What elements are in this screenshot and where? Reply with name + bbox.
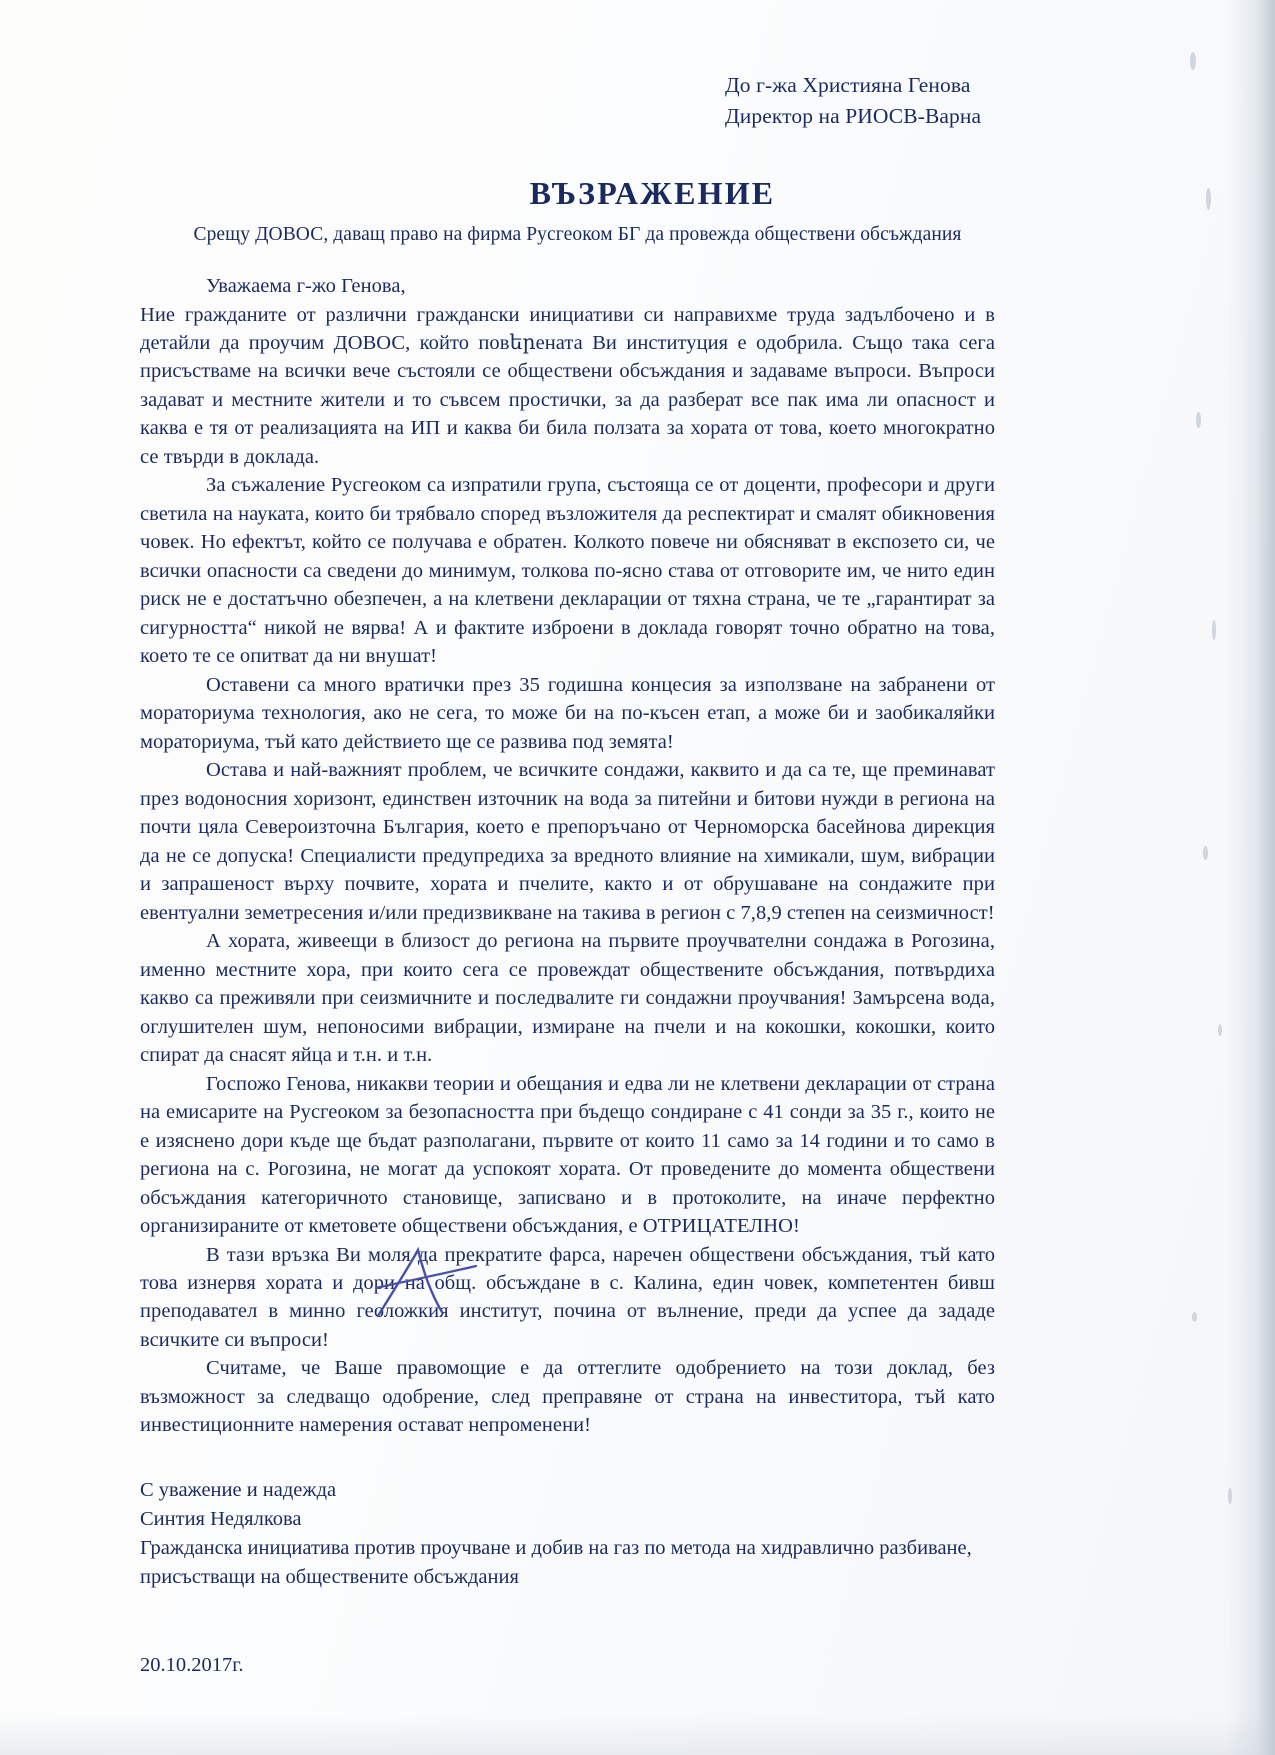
document-date: 20.10.2017г. — [140, 1654, 244, 1677]
paragraph-5: А хората, живеещи в близост до региона на първите проучвателни сондажа в Рогозина, именно местните хора, при които сега се провеждат обществените обсъждания, потвърдиха какво са преживяли при сеизмичните и последвалите ги сондажни проучвания! Замърсена вода, оглушителен шум, непоносими вибрации, измиране на пчели и на кокошки, кокошки, които спират да снасят яйца и т.н. и т.н. — [140, 930, 995, 1067]
addressee-block — [725, 70, 995, 131]
signer-name: Синтия Недялкова — [140, 1508, 302, 1530]
paragraph-6: Госпожо Генова, никакви теории и обещания и едва ли не клетвени декларации от страна на емисарите на Русгеоком за безопасността при бъдещо сондиране с 41 сонди за 35 г., които не е изяснено дори къде ще бъдат разполагани, първите от които 11 само за 14 години и то само в региона на с. Рогозина, не могат да успокоят хората. От проведените до момента обществени обсъждания категоричното становище, записвано и в протоколите, на иначе перфектно организираните от кметовете обществени обсъждания, е ОТРИЦАТЕЛНО! — [140, 1072, 995, 1238]
scan-speck — [1212, 620, 1216, 640]
scan-speck — [1190, 52, 1196, 70]
paragraph-1: Ние гражданите от различни граждански инициативи си направихме труда задълбочено и в детайли да проучим ДОВОС, който повերената Ви институция е одобрила. Също така сега присъстваме на всички вече състояли се обществени обсъждания и задаваме въпроси. Въпроси задават и местните жители и то съвсем простички, за да разберат все пак има ли опасност и каква е тя от реализацията на ИП и каква би била ползата за хората от това, което многократно се твърди в доклада. — [140, 303, 995, 468]
scan-speck — [1206, 188, 1211, 210]
scan-speck — [1218, 1024, 1222, 1036]
paragraph-4: Остава и най-важният проблем, че всичките сондажи, каквито и да са те, ще преминават през водоносния хоризонт, единствен източник на вода за питейни и битови нужди в региона на почти цяла Североизточна България, което е препоръчано от Черноморска басейнова дирекция да не се допуска! Специалисти предупредиха за вредното влияние на химикали, шум, вибрации и запрашеност върху почвите, хората и пчелите, както и от обрушаване на сондажите при евентуални земетресения и/или предизвикване на такива в регион с 7,8,9 степен на сеизмичност! — [140, 759, 995, 924]
paragraph-8: Считаме, че Ваше правомощие е да оттеглите одобрението на този доклад, без възможност за следващо одобрение, след преправяне от страна на инвеститора, тъй като инвестиционните намерения остават непроменени! — [140, 1357, 995, 1437]
document-body — [140, 272, 995, 1440]
paragraph-7: В тази връзка Ви моля да прекратите фарса, наречен обществени обсъждания, тъй като това изнервя хората и дори на общ. обсъждане в с. Калина, един човек, компетентен бивш преподавател в минно геоложкия институт, почина от вълнение, преди да успее да зададе всичките си въпроси! — [140, 1243, 995, 1351]
closing-block — [140, 1476, 995, 1592]
salutation: Уважаема г-жо Генова, — [206, 275, 406, 298]
paragraph-3: Оставени са много вратички през 35 годишна концесия за използване на забранени от мораториума технология, ако не сега, то може би на по-късен етап, а може би и заобикаляйки мораториума, тъй като действието ще се развива под земята! — [140, 673, 995, 753]
scan-speck — [1228, 1488, 1232, 1504]
organization-line-1: Гражданска инициатива против проучване и добив на газ по метода на хидравлично разбиване, — [140, 1537, 972, 1560]
scan-edge-shadow-bottom — [0, 1715, 1275, 1755]
scan-speck — [1196, 412, 1201, 428]
document-content — [140, 70, 995, 1677]
closing-regards: С уважение и надежда — [140, 1478, 337, 1501]
document-title: ВЪЗРАЖЕНИЕ — [529, 175, 776, 212]
scan-speck — [1203, 846, 1208, 860]
document-subtitle: Срещу ДОВОС, даващ право на фирма Русгеоком БГ да провежда обществени обсъждания — [193, 224, 962, 246]
scan-edge-shadow — [1227, 0, 1275, 1755]
addressee-line-2: Директор на РИОСВ-Варна — [725, 103, 982, 128]
scan-speck — [1192, 1312, 1197, 1322]
paragraph-2: За съжаление Русгеоком са изпратили група, състояща се от доценти, професори и други светила на науката, които би трябвало според възложителя да респектират и смалят обикновения човек. Но ефектът, който се получава е обратен. Колкото повече ни обясняват в експозето си, че всички опасности са сведени до минимум, толкова по-ясно става от отговорите им, че нито един риск не е достатъчно обезпечен, а на клетвени декларации от тяхна страна, че те „гарантират за сигурността“ никой не вярва! А и фактите изброени в доклада говорят точно обратно на това, което те се опитват да ни внушат! — [140, 474, 995, 668]
organization-line-2: присъстващи на обществените обсъждания — [140, 1566, 519, 1589]
addressee-line-1: До г-жа Християна Генова — [725, 73, 971, 97]
